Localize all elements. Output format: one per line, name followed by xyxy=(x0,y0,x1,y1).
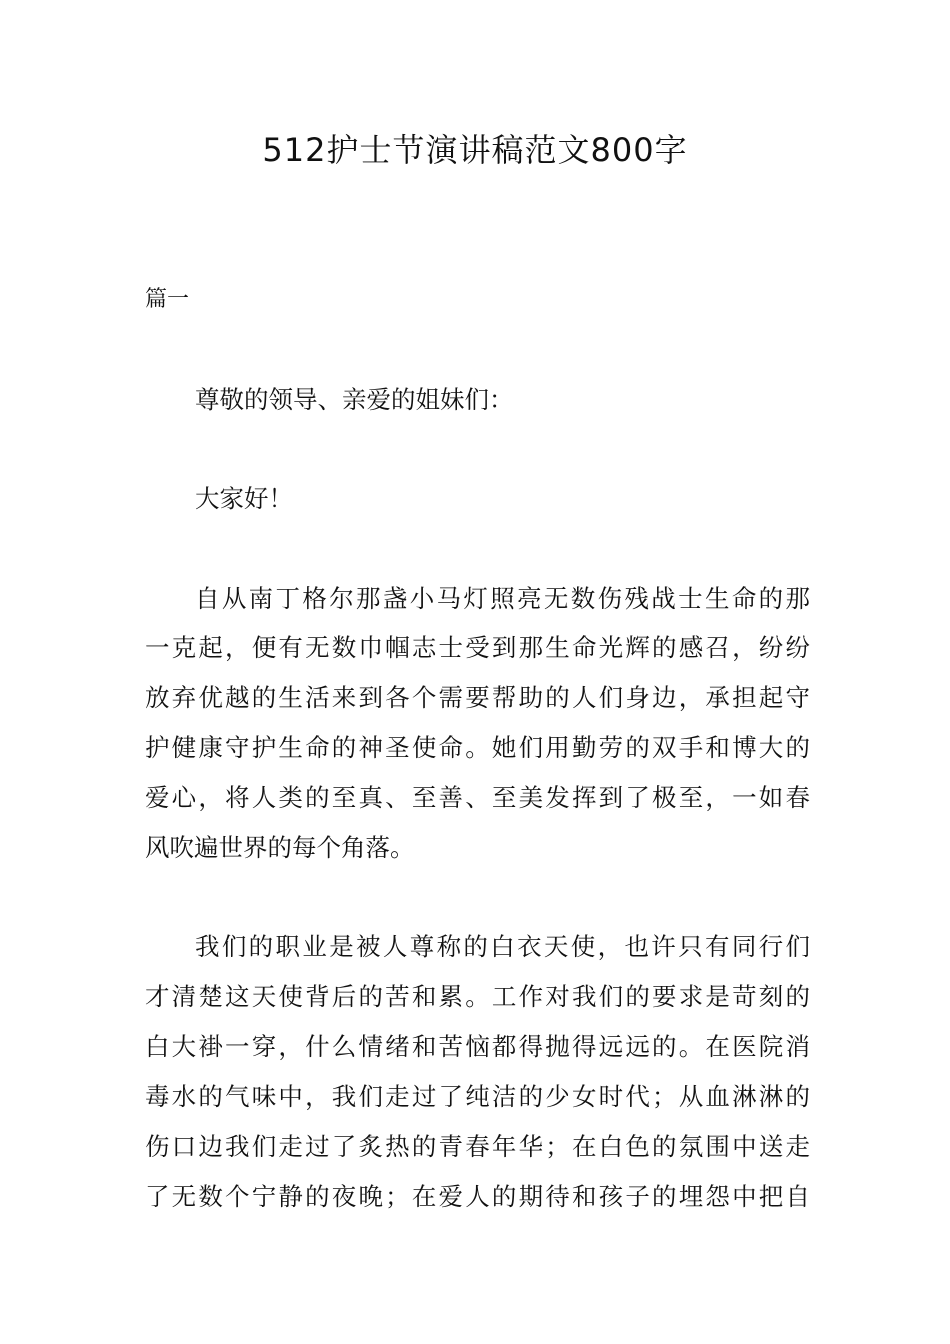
paragraph1-line: 一克起，便有无数巾帼志士受到那生命光辉的感召，纷纷 xyxy=(145,633,810,662)
salutation: 尊敬的领导、亲爱的姐妹们： xyxy=(195,385,514,414)
paragraph1-line: 爱心，将人类的至真、至善、至美发挥到了极至，一如春 xyxy=(145,783,810,812)
greeting: 大家好！ xyxy=(195,484,293,513)
document-title: 512护士节演讲稿范文800字 xyxy=(262,131,688,169)
paragraph1-line: 风吹遍世界的每个角落。 xyxy=(145,833,415,862)
paragraph2-line: 才清楚这天使背后的苦和累。工作对我们的要求是苛刻的 xyxy=(145,982,810,1011)
section-label: 篇一 xyxy=(145,287,190,312)
paragraph2-line: 我们的职业是被人尊称的白衣天使，也许只有同行们 xyxy=(195,932,810,961)
paragraph2-line: 伤口边我们走过了炙热的青春年华；在白色的氛围中送走 xyxy=(145,1132,810,1161)
paragraph2-line: 白大褂一穿，什么情绪和苦恼都得抛得远远的。在医院消 xyxy=(145,1032,810,1061)
paragraph1-line: 自从南丁格尔那盏小马灯照亮无数伤残战士生命的那 xyxy=(195,584,810,613)
paragraph2-line: 了无数个宁静的夜晚；在爱人的期待和孩子的埋怨中把自 xyxy=(145,1182,810,1211)
paragraph2-line: 毒水的气味中，我们走过了纯洁的少女时代；从血淋淋的 xyxy=(145,1082,810,1111)
paragraph1-line: 放弃优越的生活来到各个需要帮助的人们身边，承担起守 xyxy=(145,683,810,712)
paragraph1-line: 护健康守护生命的神圣使命。她们用勤劳的双手和博大的 xyxy=(145,733,810,762)
